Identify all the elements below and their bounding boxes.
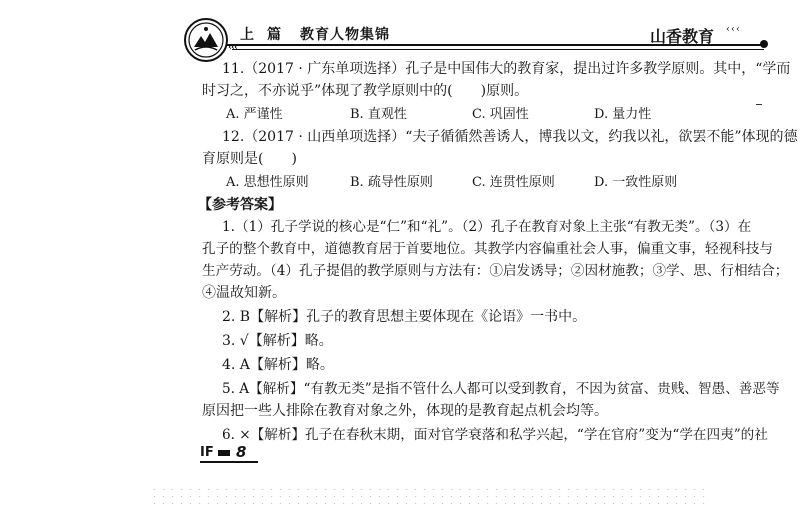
header-section: 上 [240,27,255,43]
header-title-group [240,24,390,44]
margin-dash [756,104,762,105]
logo [184,18,228,62]
question-12-option-d: D. 一致性原则 [594,175,678,190]
question-11-option-b: B. 直观性 [350,107,407,122]
answer-4: 4. A【解析】略。 [222,357,334,373]
answer-5-line-2: 原因把一些人排除在教育对象之外，体现的是教育起点机会均等。 [202,403,608,419]
header-rule-thin [232,49,764,50]
header-decoration: ‹‹‹ [726,24,741,35]
header-part: 篇 [267,27,282,43]
scan-noise [150,486,710,506]
header-title: 教育人物集锦 [300,27,390,43]
question-11-line-1: 11.（2017 · 广东单项选择）孔子是中国伟大的教育家，提出过许多教学原则。其中，“学而 [222,61,791,77]
answer-1-line-1: 1.（1）孔子学说的核心是“仁”和“礼”。（2）孔子在教育对象上主张“有教无类”。（3）在 [222,219,752,235]
answer-1-line-2: 孔子的整个教育中，道德教育居于首要地位。其教学内容偏重社会人事，偏重文事，轻视科技与 [202,241,773,257]
footer-rule [200,461,258,463]
answer-1-line-3: 生产劳动。（4）孔子提倡的教学原则与方法有：①启发诱导；②因材施教；③学、思、行相结合； [202,263,789,279]
logo-emblem-icon [186,20,226,60]
question-11-option-a: A. 严谨性 [226,107,283,122]
question-12-option-a: A. 思想性原则 [226,175,309,190]
footer-icon: IF [200,445,214,460]
answer-2: 2. B【解析】孔子的教育思想主要体现在《论语》一书中。 [222,309,587,325]
footer-bar [218,450,230,456]
header-arrow-mark: ‹‹‹ [228,42,237,53]
question-11-option-d: D. 量力性 [594,107,652,122]
answer-6-line-1: 6. ×【解析】孔子在春秋末期，面对官学衰落和私学兴起，“学在官府”变为“学在四夷”的社 [222,427,768,443]
question-11-option-c: C. 巩固性 [472,107,529,122]
header-rule [226,44,764,46]
header-rule-dot [760,40,768,48]
question-12-line-2: 育原则是( ) [202,151,297,167]
header-brand: 山香教育 [650,27,715,46]
answer-3: 3. √【解析】略。 [222,333,333,349]
question-11-line-2: 时习之，不亦说乎”体现了教学原则中的( )原则。 [202,83,529,99]
answer-1-line-4: ④温故知新。 [202,285,286,301]
page-number: 8 [236,443,247,461]
question-12-option-b: B. 疏导性原则 [350,175,433,190]
answers-heading: 【参考答案】 [198,197,282,213]
question-12-option-c: C. 连贯性原则 [472,175,555,190]
answer-5-line-1: 5. A【解析】“有教无类”是指不管什么人都可以受到教育，不因为贫富、贵贱、智愚、善恶等 [222,381,780,397]
question-12-line-1: 12.（2017 · 山西单项选择）“夫子循循然善诱人，博我以文，约我以礼，欲罢不能”体现的德 [222,129,798,145]
